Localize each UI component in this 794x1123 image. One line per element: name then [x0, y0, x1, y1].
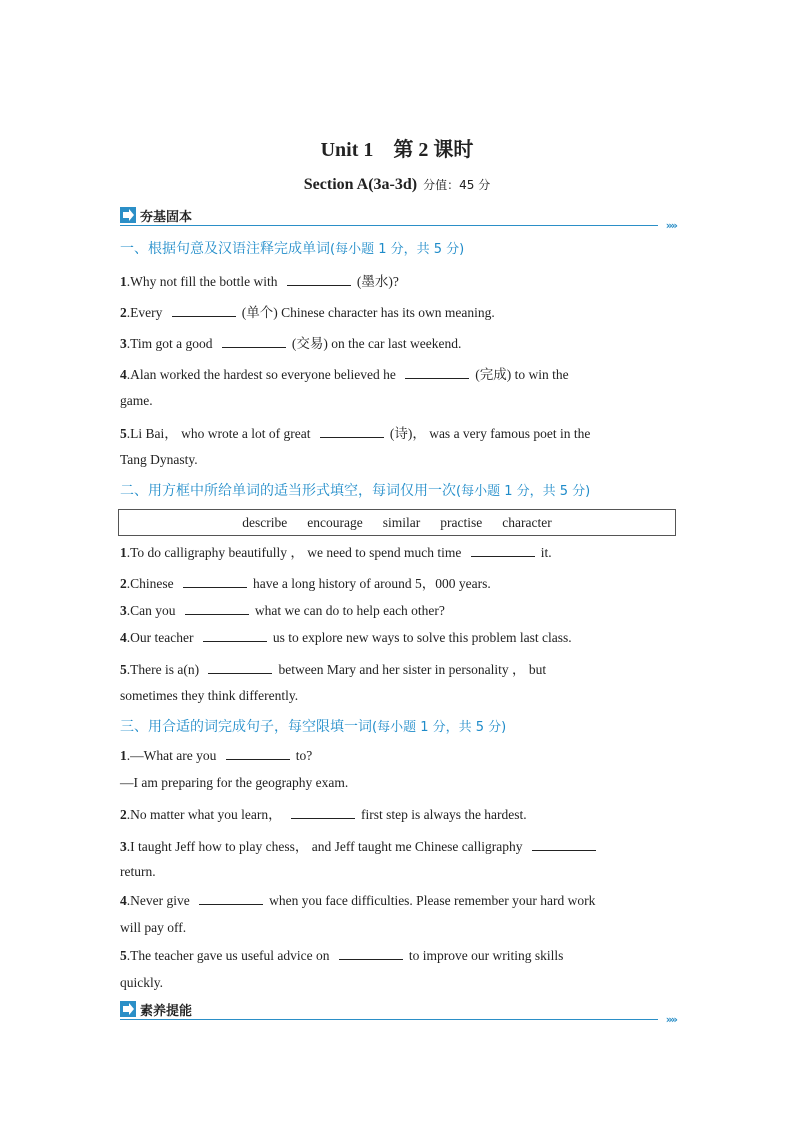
- question-number: 5: [120, 948, 127, 963]
- question-text: .Tim got a good: [126, 336, 216, 351]
- question-line: [120, 803, 680, 823]
- answer-blank[interactable]: [291, 806, 355, 819]
- part1-heading: [120, 238, 464, 258]
- question-line: [120, 541, 680, 561]
- question-text: what we can do to help each other?: [254, 603, 445, 618]
- question-number: 4: [120, 630, 127, 645]
- answer-blank[interactable]: [532, 838, 596, 851]
- question-continuation: will pay off.: [120, 920, 187, 935]
- banner-ability-text: 素养提能: [140, 1004, 193, 1019]
- part1-heading-note: (每小题 1 分，共 5 分): [330, 242, 465, 257]
- question-number: 1: [120, 274, 127, 289]
- question-number: 5: [120, 426, 127, 441]
- question-number: 3: [120, 336, 127, 351]
- question-line: [120, 947, 680, 964]
- banner-ability: [120, 1000, 676, 1026]
- banner-basic: [120, 206, 676, 232]
- question-line: [120, 658, 680, 678]
- question-text: have a long history of around 5，000 years.: [253, 576, 491, 591]
- part2-heading: [120, 480, 590, 500]
- part1-heading-text: 一、根据句意及汉语注释完成单词: [120, 241, 330, 257]
- answer-blank[interactable]: [287, 273, 351, 286]
- question-number: 5: [120, 662, 127, 677]
- question-number: 4: [120, 367, 127, 382]
- double-chevron-right-icon: »»: [665, 1013, 676, 1026]
- answer-blank[interactable]: [208, 661, 272, 674]
- question-line: [120, 629, 680, 646]
- answer-blank[interactable]: [183, 575, 247, 588]
- word-bank: [118, 509, 676, 536]
- word-bank-item: describe: [242, 514, 288, 530]
- question-text: (诗)， was a very famous poet in the: [389, 426, 591, 441]
- question-text: .Li Bai， who wrote a lot of great: [126, 426, 314, 441]
- question-line: [120, 747, 680, 764]
- word-bank-item: practise: [440, 514, 483, 530]
- question-continuation: —I am preparing for the geography exam.: [120, 775, 349, 790]
- page-title: Unit 1 第 2 课时: [320, 139, 474, 161]
- question-text: to improve our writing skills: [408, 948, 564, 963]
- question-number: 2: [120, 305, 127, 320]
- question-text: when you face difficulties. Please remember your hard work: [269, 893, 596, 908]
- question-text: .The teacher gave us useful advice on: [126, 948, 333, 963]
- question-text: .Alan worked the hardest so everyone believed he: [126, 367, 400, 382]
- question-text: (墨水)?: [356, 274, 399, 289]
- divider: [120, 1019, 658, 1021]
- question-line: [120, 301, 680, 321]
- part3-heading-text: 三、用合适的词完成句子，每空限填一词: [120, 719, 372, 735]
- question-text: us to explore new ways to solve this problem last class.: [272, 630, 572, 645]
- question-text: .There is a(n): [126, 662, 203, 677]
- question-number: 1: [120, 545, 127, 560]
- question-text: .Chinese: [126, 576, 177, 591]
- question-line: [120, 363, 680, 383]
- question-text: it.: [540, 545, 552, 560]
- section-name: Section A(3a-3d): [303, 176, 418, 193]
- part3-heading-note: (每小题 1 分，共 5 分): [372, 720, 507, 735]
- question-text: .To do calligraphy beautifully ， we need to spend much time: [126, 545, 465, 560]
- double-chevron-right-icon: »»: [665, 219, 676, 232]
- question-line: [120, 332, 680, 352]
- question-number: 1: [120, 748, 127, 763]
- question-line: [120, 422, 680, 442]
- question-line: [120, 270, 680, 290]
- word-bank-item: character: [502, 514, 552, 530]
- question-line: [120, 892, 680, 909]
- word-bank-item: encourage: [307, 514, 363, 530]
- question-number: 2: [120, 576, 127, 591]
- question-continuation: quickly.: [120, 975, 163, 990]
- part2-heading-note: (每小题 1 分，共 5 分): [456, 484, 591, 499]
- question-continuation: return.: [120, 864, 156, 879]
- answer-blank[interactable]: [199, 892, 263, 905]
- divider: [120, 225, 658, 227]
- answer-blank[interactable]: [405, 366, 469, 379]
- question-line: [120, 835, 680, 855]
- arrow-right-icon: [120, 1001, 136, 1017]
- answer-blank[interactable]: [320, 425, 384, 438]
- answer-blank[interactable]: [471, 544, 535, 557]
- answer-blank[interactable]: [185, 602, 249, 615]
- question-text: first step is always the hardest.: [360, 807, 527, 822]
- score-label: 分值：45 分: [423, 178, 491, 192]
- answer-blank[interactable]: [203, 629, 267, 642]
- question-text: (交易) on the car last weekend.: [291, 336, 462, 351]
- question-text: .Our teacher: [126, 630, 197, 645]
- answer-blank[interactable]: [172, 304, 236, 317]
- question-text: .Can you: [126, 603, 179, 618]
- question-continuation: Tang Dynasty.: [120, 452, 198, 467]
- question-text: (单个) Chinese character has its own meaning.: [241, 305, 495, 320]
- question-line: [120, 572, 680, 592]
- question-text: to?: [295, 748, 313, 763]
- question-text: .I taught Jeff how to play chess， and Jeff taught me Chinese calligraphy: [126, 839, 526, 854]
- question-text: .Never give: [126, 893, 194, 908]
- part2-heading-text: 二、用方框中所给单词的适当形式填空，每词仅用一次: [120, 483, 456, 499]
- question-text: .Every: [126, 305, 166, 320]
- answer-blank[interactable]: [222, 335, 286, 348]
- banner-basic-text: 夯基固本: [140, 210, 193, 225]
- word-bank-item: similar: [382, 514, 421, 530]
- arrow-right-icon: [120, 207, 136, 223]
- section-title: [0, 176, 794, 194]
- question-line: [120, 602, 680, 619]
- question-number: 3: [120, 839, 127, 854]
- question-number: 3: [120, 603, 127, 618]
- answer-blank[interactable]: [339, 947, 403, 960]
- question-number: 2: [120, 807, 127, 822]
- question-text: .Why not fill the bottle with: [126, 274, 281, 289]
- question-continuation: sometimes they think differently.: [120, 688, 299, 703]
- question-continuation: game.: [120, 393, 153, 408]
- answer-blank[interactable]: [226, 747, 290, 760]
- question-number: 4: [120, 893, 127, 908]
- question-text: between Mary and her sister in personality ， but: [278, 662, 547, 677]
- question-text: .—What are you: [126, 748, 220, 763]
- question-text: (完成) to win the: [475, 367, 569, 382]
- question-text: .No matter what you learn，: [126, 807, 285, 822]
- part3-heading: [120, 716, 506, 736]
